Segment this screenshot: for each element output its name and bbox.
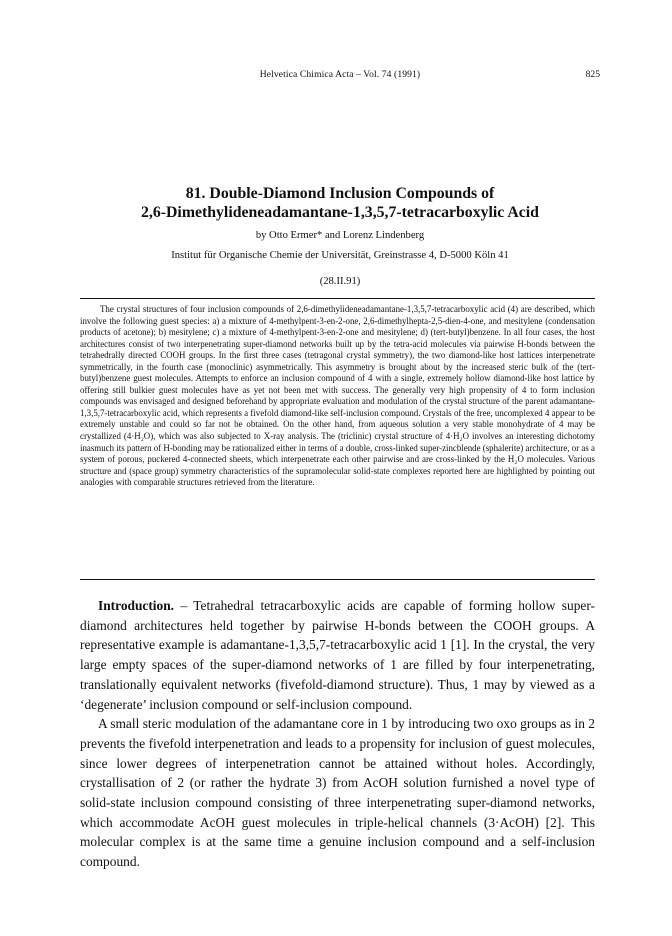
title-line-1: 81. Double-Diamond Inclusion Compounds of bbox=[185, 185, 495, 202]
journal-citation: Helvetica Chimica Acta – Vol. 74 (1991) bbox=[259, 69, 421, 80]
intro-paragraph-1-text: – Tetrahedral tetracarboxylic acids are capable of forming hollow super-diamond architectures held together by pairwise H-bonds between the COOH groups. A representative example is adamantane-1,3,5,7-tetracarboxylic acid 1 [1]. In the crystal, the very large empty spaces of the super-diamond networks of 1 are filled by four interpenetrating, translationally equivalent networks (fivefold-diamond structure). Thus, 1 may by viewed as a ‘degenerate’ inclusion compound or self-inclusion compound. bbox=[80, 598, 595, 712]
title-line-2: 2,6-Dimethylideneadamantane-1,3,5,7-tetracarboxylic Acid bbox=[141, 204, 539, 221]
intro-paragraph-1 bbox=[80, 596, 595, 714]
section-heading-introduction: Introduction. bbox=[98, 598, 175, 613]
body-text bbox=[80, 596, 595, 872]
intro-paragraph-2: A small steric modulation of the adamantane core in 1 by introducing two oxo groups as in 2 prevents the fivefold interpenetration and leads to a propensity for inclusion of guest molecules, since lower degrees of interpenetration cannot be attained without holes. Accordingly, crystallisation of 2 (or rather the hydrate 3) from AcOH solution furnished a novel type of solid-state inclusion compound consisting of three interpenetrating super-diamond networks, which accommodate AcOH guest molecules in triple-helical channels (3·AcOH) [2]. This molecular complex is at the same time a genuine inclusion compound and a self-inclusion compound. bbox=[80, 716, 595, 870]
page-number: 825 bbox=[585, 69, 600, 80]
abstract-bottom-rule bbox=[80, 579, 595, 580]
abstract-text: The crystal structures of four inclusion compounds of 2,6-dimethylideneadamantane-1,3,5,7-tetracarboxylic acid (4) are described, which involve the following guest species: a) a mixture of 4-methylpent-3-en-2-one, 2,6-dimethylhepta-2,5-dien-4-one, and mesitylene (condensation products of acetone); b) mesitylene; c) a mixture of 4-methylpent-3-en-2-one and mesitylene; d) (tert-butyl)benzene. In all four cases, the host architectures consist of two interpenetrating super-diamond networks built up by the tetra-acid molecules via pairwise H-bonds between the tetrahedrally directed COOH groups. In the first three cases (tetragonal crystal symmetry), the two diamond-like host lattices interpenetrate symmetrically, in the fourth case (monoclinic) asymmetrically. This asymmetry is brought about by the increased steric bulk of the (tert-butyl)benzene guest molecules. Attempts to enforce an inclusion compound of 4 with a single, extremely hollow diamond-like host lattice by offering still bulkier guest molecules have as yet not been met with success. The generally very high propensity of 4 to form inclusion compounds was envisaged and designed beforehand by appropriate evaluation and modulation of the crystal structure of the parent adamantane-1,3,5,7-tetracarboxylic acid, which represents a fivefold diamond-like self-inclusion compound. Crystals of the free, uncomplexed 4 appear to be extremely unstable and could so far not be obtained. On the other hand, from aqueous solution a very stable monohydrate of 4 may be crystallized (4·H₂O), which was also subjected to X-ray analysis. The (triclinic) crystal structure of 4·H₂O involves an interesting dichotomy inasmuch its pattern of H-bonding may be rationalized either in terms of a double, cross-linked super-zincblende (sphalerite) architecture, or as a system of porous, puckered 4-connected sheets, which interpenetrate each other pairwise and are cross-linked by the H₂O molecules. Various structure and (space group) symmetry characteristics of the supramolecular solid-state complexes reported here are highlighted by pointing out analogies with comparable structures retrieved from the literature. bbox=[80, 304, 595, 488]
abstract bbox=[80, 304, 595, 489]
affiliation: Institut für Organische Chemie der Universität, Greinstrasse 4, D-5000 Köln 41 bbox=[171, 250, 509, 261]
author-line: by Otto Ermer* and Lorenz Lindenberg bbox=[255, 230, 425, 241]
received-date: (28.II.91) bbox=[319, 276, 361, 287]
running-header bbox=[80, 69, 600, 83]
article-title bbox=[80, 184, 600, 222]
abstract-top-rule bbox=[80, 298, 595, 299]
